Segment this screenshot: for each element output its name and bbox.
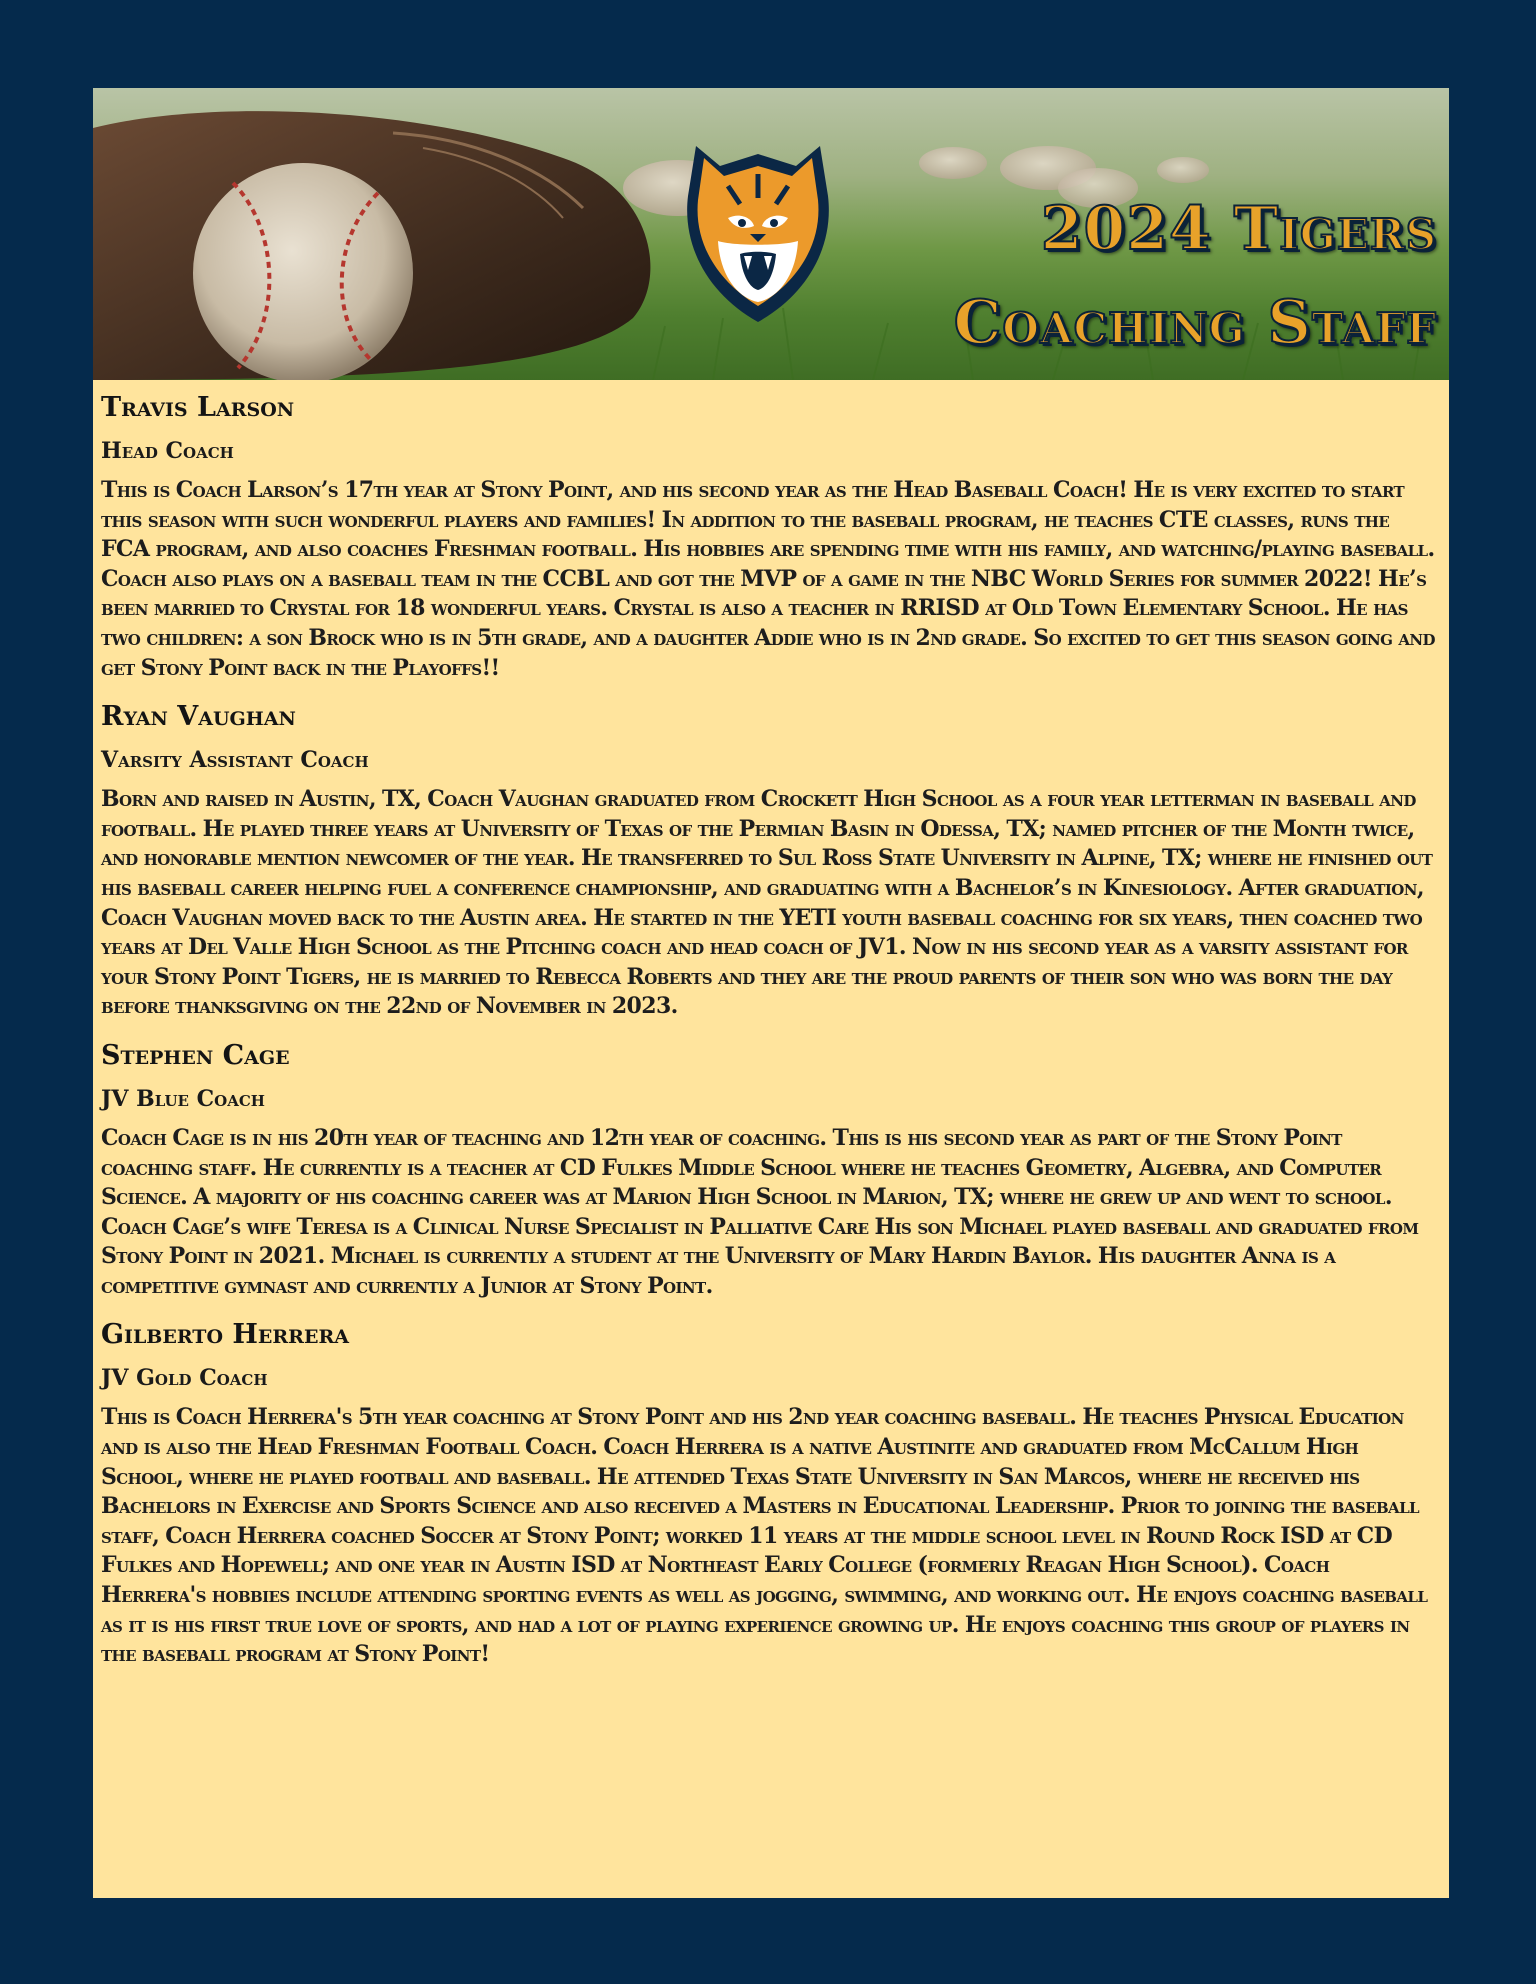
coach-entry-larson — [101, 390, 1439, 683]
coach-bio: This is Coach Herrera's 5th year coaching at Stony Point and his 2nd year coaching baseball. He teaches Physical Education and is also the Head Freshman Football Coach. Coach Herrera is a native Austinite and graduated from McCallum High School, where he played football and baseball. He attended Texas State University in San Marcos, where he received his Bachelors in Exercise and Sports Science and also received a Masters in Educational Leadership. Prior to joining the baseball staff, Coach Herrera coached Soccer at Stony Point; worked 11 years at the middle school level in Round Rock ISD at CD Fulkes and Hopewell; and one year in Austin ISD at Northeast Early College (formerly Reagan High School). Coach Herrera's hobbies include attending sporting events as well as jogging, swimming, and working out. He enjoys coaching baseball as it is his first true love of sports, and had a lot of playing experience growing up. He enjoys coaching this group of players in the baseball program at Stony Point! — [101, 1404, 1428, 1668]
coach-list — [93, 380, 1449, 1670]
coach-role: JV Gold Coach — [101, 1365, 268, 1392]
header-banner — [93, 88, 1449, 380]
coach-name: Travis Larson — [101, 392, 295, 423]
coach-role: Head Coach — [101, 438, 234, 464]
coach-entry-cage — [101, 1038, 1439, 1302]
coach-name: Gilberto Herrera — [101, 1319, 349, 1351]
tiger-head-logo-icon — [678, 126, 838, 326]
coach-name: Stephen Cage — [101, 1039, 290, 1071]
coach-name: Ryan Vaughan — [101, 701, 296, 733]
coach-role: Varsity Assistant Coach — [101, 747, 369, 774]
coach-bio: This is Coach Larson’s 17th year at Stony Point, and his second year as the Head Baseball Coach! He is very excited to start this season with such wonderful players and families! In addition to the baseball program, he teaches CTE classes, runs the FCA program, and also coaches Freshman football. His hobbies are spending time with his family, and watching/playing baseball. Coach also plays on a baseball team in the CCBL and got the MVP of a game in the NBC World Series for summer 2022! He’s been married to Crystal for 18 wonderful years. Crystal is also a teacher in RRISD at Old Town Elementary School. He has two children: a son Brock who is in 5th grade, and a daughter Addie who is in 2nd grade. So excited to get this season going and get Stony Point back in the Playoffs!! — [101, 477, 1435, 681]
coach-role: JV Blue Coach — [101, 1085, 265, 1112]
flyer-page — [93, 88, 1449, 1898]
page-title-line2: Coaching Staff — [953, 288, 1437, 358]
page-title-line1: 2024 Tigers — [1040, 194, 1437, 264]
coach-bio: Born and raised in Austin, TX, Coach Vaughan graduated from Crockett High School as a four year letterman in baseball and football. He played three years at University of Texas of the Permian Basin in Odessa, TX; named pitcher of the Month twice, and honorable mention newcomer of the year. He transferred to Sul Ross State University in Alpine, TX; where he finished out his baseball career helping fuel a conference championship, and graduating with a Bachelor’s in Kinesiology. After graduation, Coach Vaughan moved back to the Austin area. He started in the YETI youth baseball coaching for six years, then coached two years at Del Valle High School as the Pitching coach and head coach of JV1. Now in his second year as a varsity assistant for your Stony Point Tigers, he is married to Rebecca Roberts and they are the proud parents of their son who was born the day before thanksgiving on the 22nd of November in 2023. — [101, 786, 1433, 1020]
coach-entry-herrera — [101, 1317, 1439, 1669]
coach-bio: Coach Cage is in his 20th year of teaching and 12th year of coaching. This is his second year as part of the Stony Point coaching staff. He currently is a teacher at CD Fulkes Middle School where he teaches Geometry, Algebra, and Computer Science. A majority of his coaching career was at Marion High School in Marion, TX; where he grew up and went to school. Coach Cage’s wife Teresa is a Clinical Nurse Specialist in Palliative Care His son Michael played baseball and graduated from Stony Point in 2021. Michael is currently a student at the University of Mary Hardin Baylor. His daughter Anna is a competitive gymnast and currently a Junior at Stony Point. — [101, 1124, 1419, 1299]
coach-entry-vaughan — [101, 699, 1439, 1022]
